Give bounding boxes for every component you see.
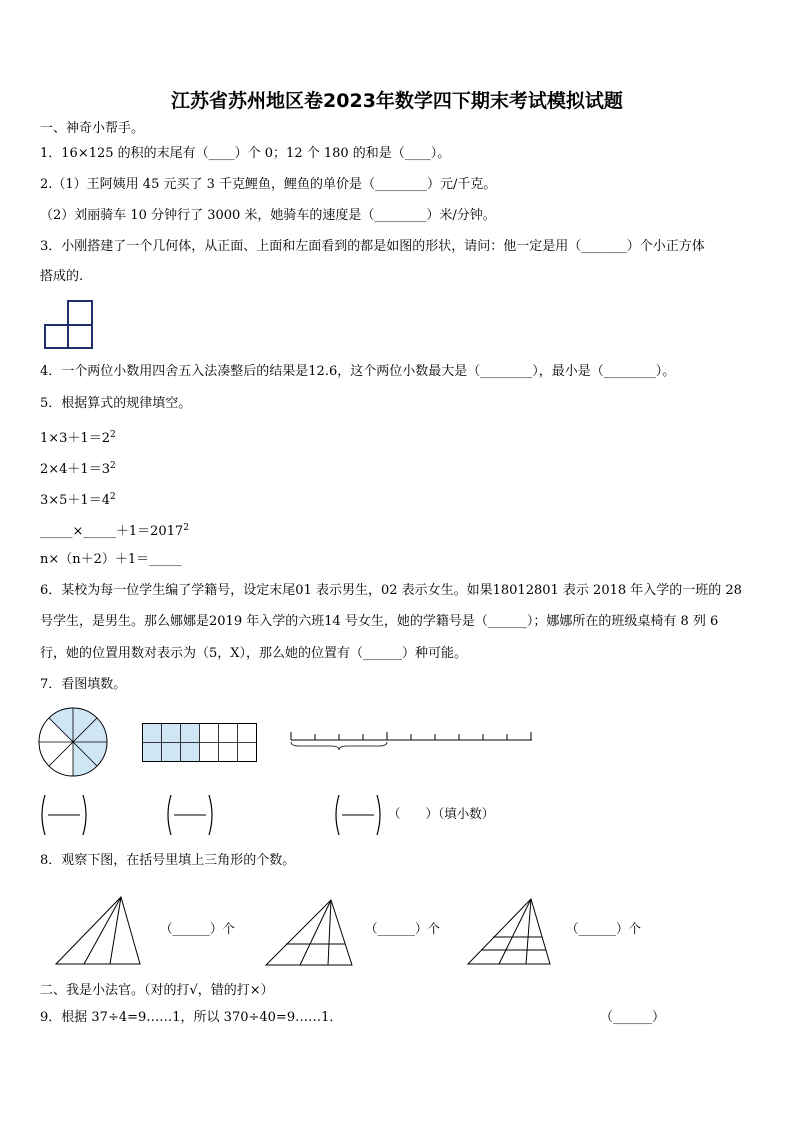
pattern-line-5: n×（n＋2）＋1＝_____ xyxy=(40,552,182,567)
question-4: 4．一个两位小数用四舍五入法凑整后的结果是12.6，这个两位小数最大是（________），最小是（________）。 xyxy=(40,364,676,379)
fraction-grid-figure xyxy=(142,723,257,763)
number-line-figure xyxy=(289,728,534,752)
question-3-line-1: 3．小刚搭建了一个几何体，从正面、上面和左面看到的都是如图的形状，请问：他一定是用（_______）个小正方体 xyxy=(40,239,705,254)
question-6-line-2: 号学生，是男生。那么娜娜是2019 年入学的六班14 号女生，她的学籍号是（______）；娜娜所在的班级桌椅有 8 列 6 xyxy=(40,614,719,629)
question-8: 8．观察下图，在括号里填上三角形的个数。 xyxy=(40,853,296,868)
decimal-answer-blank[interactable]: （ ）（填小数） xyxy=(388,806,495,821)
question-7: 7．看图填数。 xyxy=(40,677,127,692)
triangle-count-blank-1[interactable]: （______）个 xyxy=(160,921,236,936)
triangle-count-blank-2[interactable]: （______）个 xyxy=(365,921,441,936)
fraction-circle-figure xyxy=(38,707,108,777)
fraction-answer-blank-1[interactable] xyxy=(38,793,90,837)
fraction-answer-blank-2[interactable] xyxy=(164,793,216,837)
pattern-line-3: $3\times 5+1=4^2$ xyxy=(40,492,116,508)
question-6-line-3: 行，她的位置用数对表示为（5，X），那么她的位置有（______）种可能。 xyxy=(40,646,468,661)
question-5: 5．根据算式的规律填空。 xyxy=(40,396,192,411)
question-3-figure xyxy=(44,300,94,350)
question-2-part-2: （2）刘丽骑车 10 分钟行了 3000 米，她骑车的速度是（________）米/分钟。 xyxy=(40,208,496,223)
section-1-heading: 一、神奇小帮手。 xyxy=(40,121,145,136)
question-3-line-2: 搭成的. xyxy=(40,269,84,284)
question-9-answer-blank[interactable]: （______） xyxy=(600,1010,666,1025)
question-2-part-1: 2.（1）王阿姨用 45 元买了 3 千克鲤鱼，鲤鱼的单价是（________）元/千克。 xyxy=(40,177,497,192)
pattern-line-4: $\_\_\_\_\_\times\_\_\_\_\_+1=2017^2$ xyxy=(40,523,189,539)
question-9: 9．根据 37÷4=9……1，所以 370÷40=9……1． xyxy=(40,1010,343,1025)
pattern-line-1: $1\times 3+1=2^2$ xyxy=(40,430,116,446)
question-1: 1．16×125 的积的末尾有（____）个 0；12 个 180 的和是（____）。 xyxy=(40,146,451,161)
triangle-count-blank-3[interactable]: （______）个 xyxy=(566,921,642,936)
pattern-line-2: $2\times 4+1=3^2$ xyxy=(40,461,116,477)
triangle-figure-3 xyxy=(466,897,554,967)
triangle-figure-1 xyxy=(54,895,144,967)
section-2-heading: 二、我是小法官。（对的打√，错的打×） xyxy=(40,983,274,998)
question-6-line-1: 6．某校为每一位学生编了学籍号，设定末尾01 表示男生，02 表示女生。如果18012801 表示 2018 年入学的一班的 28 xyxy=(40,583,742,598)
fraction-answer-blank-3[interactable] xyxy=(332,793,384,837)
page-title: 江苏省苏州地区卷2023年数学四下期末考试模拟试题 xyxy=(171,90,623,112)
triangle-figure-2 xyxy=(264,898,356,968)
